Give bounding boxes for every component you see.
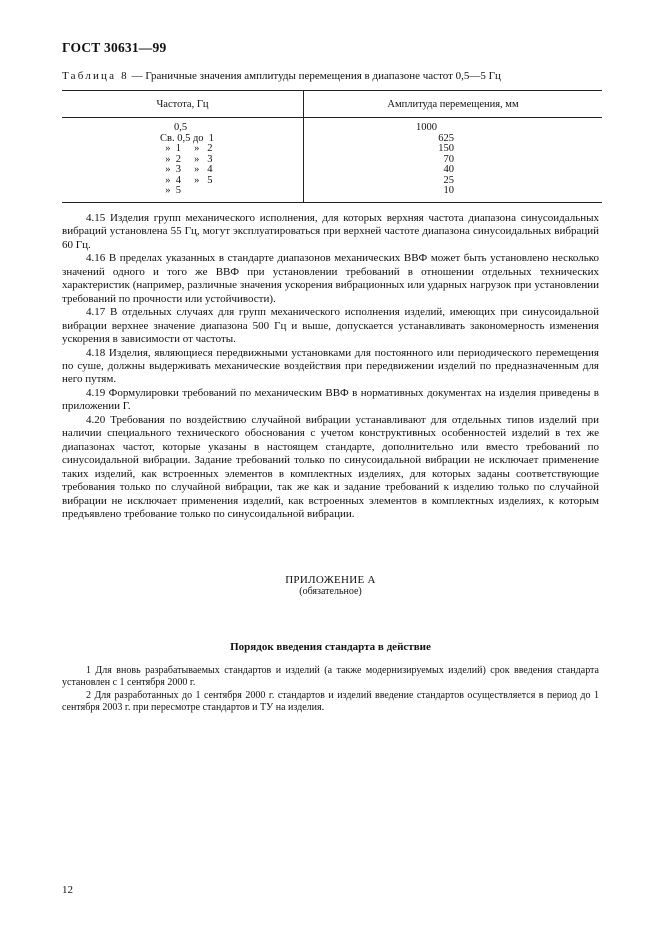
amplitude-list: [416, 123, 460, 197]
frequency-item: » 2 » 3: [160, 153, 213, 165]
amplitude-table: [62, 90, 602, 203]
paragraph-4-19: 4.19 Формулировки требований по механическим ВВФ в нормативных документах на изделия приведены в приложении Г.: [62, 386, 599, 413]
paragraph-4-15: 4.15 Изделия групп механического исполнения, для которых верхняя частота диапазона синусоидальных вибраций установлена 55 Гц, могут эксплуатироваться при верхней частоте диапазона синусоидальных вибраций 60 Гц.: [62, 212, 599, 251]
amplitude-item: 25: [443, 174, 454, 186]
appendix-subtitle: (обязательное): [299, 586, 362, 597]
paragraph-4-20: 4.20 Требования по воздействию случайной вибрации устанавливают для отдельных типов изделий при наличии специального технического обоснования с учетом конструктивных особенностей изделий в тех же диапазонах частот, которые указаны в настоящем стандарте, дополнительно или вместо требований по синусоидальной вибрации. Задание требований только по синусоидальной вибрации не исключает применение таких изделий, как встроенных элементов в комплектных изделиях, для которых заданы соответствующие требования только по случайной вибрации, так же как и задание требований к изделию только по случайной вибрации не исключает применения изделий, как встроенных элементов в комплектных изделиях, к которым предъявлено требование только по синусоидальной вибрации.: [62, 413, 599, 520]
table-caption-text: — Граничные значения амплитуды перемещения в диапазоне частот 0,5—5 Гц: [128, 70, 501, 82]
frequency-item: » 4 » 5: [160, 174, 213, 186]
paragraph-4-16: 4.16 В пределах указанных в стандарте диапазонов механических ВВФ может быть установлено несколько значений одного и того же ВВФ при установлении требований в отношении отдельных технических характеристик (например, различные значения ускорения вибрационных или ударных нагрузок при установлении требований по прочности или устойчивости).: [62, 252, 599, 305]
frequency-item: » 5: [160, 185, 181, 196]
page-number: 12: [62, 884, 73, 896]
appendix-heading: Порядок введения стандарта в действие: [230, 641, 431, 653]
appendix-item-2: 2 Для разработанных до 1 сентября 2000 г. стандартов и изделий введение стандартов осуществляется в период до 1 сентября 2003 г. при пересмотре стандартов и ТУ на изделия.: [62, 689, 599, 713]
frequency-item: » 1 » 2: [160, 143, 213, 154]
table-header-frequency: Частота, Гц: [62, 91, 304, 118]
frequency-list: [160, 123, 303, 197]
amplitude-item: 150: [438, 143, 454, 154]
amplitude-cell: [304, 118, 603, 203]
paragraph-4-18: 4.18 Изделия, являющиеся передвижными установками для постоянного или периодического перемещения по суше, должны выдерживать механические воздействия при передвижении изделий по предназначенным для него путям.: [62, 346, 599, 386]
table-row: [62, 118, 602, 203]
amplitude-item: 10: [443, 185, 454, 196]
frequency-item: » 3 » 4: [160, 164, 213, 175]
paragraph-4-17: 4.17 В отдельных случаях для групп механического исполнения изделий, имеющих при синусоидальной вибрации верхнее значение диапазона 500 Гц и выше, допускается устанавливать закономерность изменения ускорения в зависимости от частоты.: [62, 306, 599, 346]
amplitude-item: 1000: [416, 122, 437, 133]
amplitude-item: 40: [443, 164, 454, 175]
appendix-body: [62, 665, 599, 714]
frequency-item: 0,5: [174, 122, 188, 133]
frequency-item: Св. 0,5 до 1: [160, 132, 215, 144]
table-caption: [62, 70, 602, 82]
amplitude-item: 70: [443, 153, 454, 165]
amplitude-item: 625: [438, 132, 454, 144]
table-header-amplitude: Амплитуда перемещения, мм: [304, 91, 603, 118]
table-caption-label: Таблица 8: [62, 70, 129, 82]
appendix-item-1: 1 Для вновь разрабатываемых стандартов и изделий (а также модернизируемых изделий) срок введения стандарта установлен с 1 сентября 2000 г.: [62, 665, 599, 689]
table-header-row: [62, 91, 602, 118]
document-header: ГОСТ 30631—99: [62, 40, 167, 55]
body-text: [62, 212, 599, 521]
frequency-cell: [62, 118, 304, 203]
appendix-title: ПРИЛОЖЕНИЕ А: [285, 574, 376, 586]
